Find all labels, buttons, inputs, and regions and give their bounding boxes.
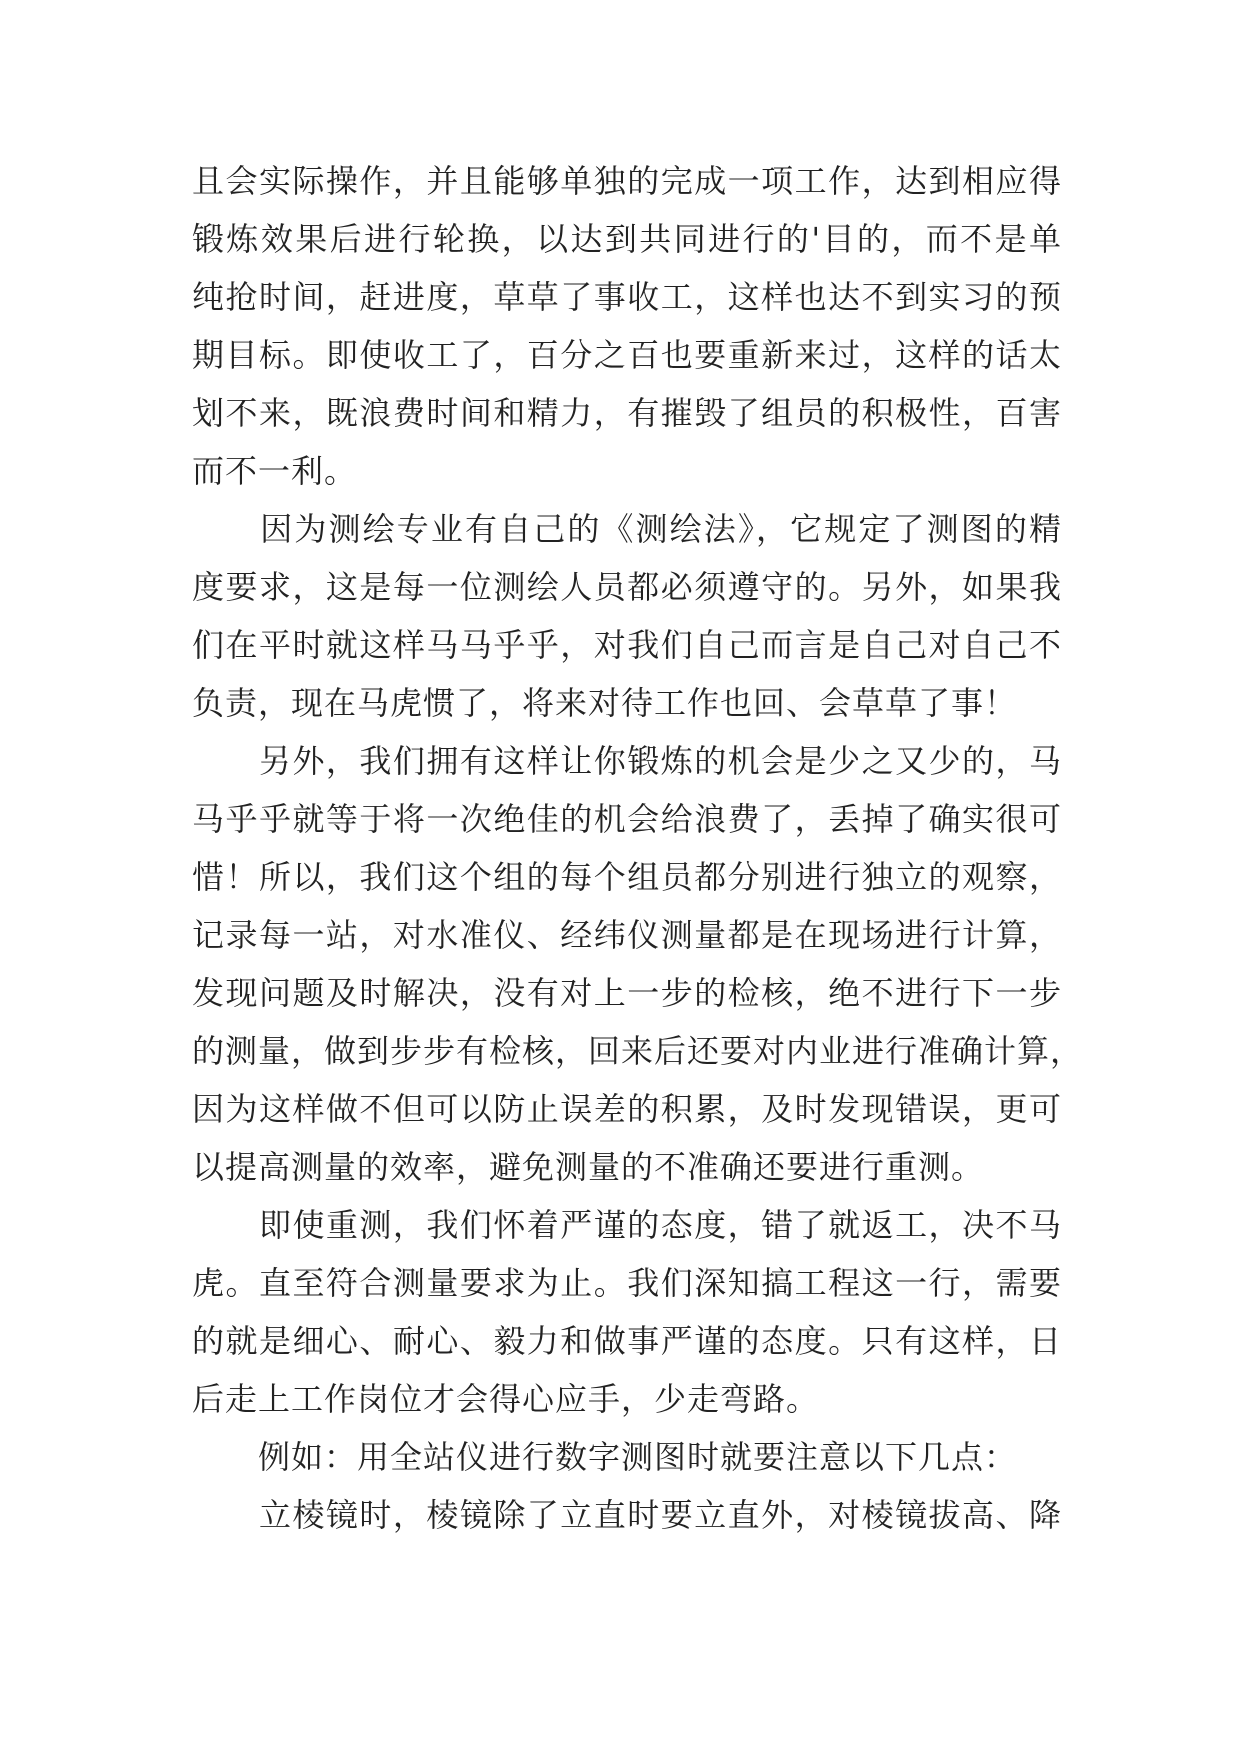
text-line: 因为测绘专业有自己的《测绘法》，它规定了测图的精 <box>192 510 1062 548</box>
text-line: 纯抢时间，赶进度，草草了事收工，这样也达不到实习的预 <box>192 278 1062 316</box>
text-line: 以提高测量的效率，避免测量的不准确还要进行重测。 <box>192 1148 985 1186</box>
paragraph <box>192 1486 1062 1544</box>
text-line: 马乎乎就等于将一次绝佳的机会给浪费了，丢掉了确实很可 <box>192 800 1062 838</box>
text-line: 惜！所以，我们这个组的每个组员都分别进行独立的观察， <box>192 858 1062 896</box>
text-line: 期目标。即使收工了，百分之百也要重新来过，这样的话太 <box>192 336 1062 374</box>
text-line: 发现问题及时解决，没有对上一步的检核，绝不进行下一步 <box>192 974 1062 1012</box>
paragraph <box>192 1196 1062 1428</box>
paragraph <box>192 732 1084 1196</box>
text-line: 的就是细心、耐心、毅力和做事严谨的态度。只有这样，日 <box>192 1322 1062 1360</box>
text-line: 锻炼效果后进行轮换，以达到共同进行的'目的，而不是单 <box>192 220 1062 258</box>
text-line: 例如：用全站仪进行数字测图时就要注意以下几点： <box>192 1438 1018 1476</box>
text-line: 虎。直至符合测量要求为止。我们深知搞工程这一行，需要 <box>192 1264 1062 1302</box>
text-line: 记录每一站，对水准仪、经纬仪测量都是在现场进行计算， <box>192 916 1062 954</box>
text-line: 另外，我们拥有这样让你锻炼的机会是少之又少的，马 <box>192 742 1062 780</box>
text-line: 即使重测，我们怀着严谨的态度，错了就返工，决不马 <box>192 1206 1062 1244</box>
text-line: 划不来，既浪费时间和精力，有摧毁了组员的积极性，百害 <box>192 394 1062 432</box>
text-line: 后走上工作岗位才会得心应手，少走弯路。 <box>192 1380 820 1418</box>
text-line: 们在平时就这样马马乎乎，对我们自己而言是自己对自己不 <box>192 626 1062 664</box>
text-line: 负责，现在马虎惯了，将来对待工作也回、会草草了事！ <box>192 684 1018 722</box>
paragraph <box>192 1428 1062 1486</box>
text-line: 因为这样做不但可以防止误差的积累，及时发现错误，更可 <box>192 1090 1062 1128</box>
text-line: 立棱镜时，棱镜除了立直时要立直外，对棱镜拔高、降 <box>192 1496 1062 1534</box>
paragraph <box>192 500 1062 732</box>
document-body <box>192 152 1084 1544</box>
text-line: 而不一利。 <box>192 452 358 490</box>
text-line: 且会实际操作，并且能够单独的完成一项工作，达到相应得 <box>192 162 1062 200</box>
text-line: 的测量，做到步步有检核，回来后还要对内业进行准确计算， <box>192 1032 1084 1070</box>
text-line: 度要求，这是每一位测绘人员都必须遵守的。另外，如果我 <box>192 568 1062 606</box>
paragraph <box>192 152 1062 500</box>
